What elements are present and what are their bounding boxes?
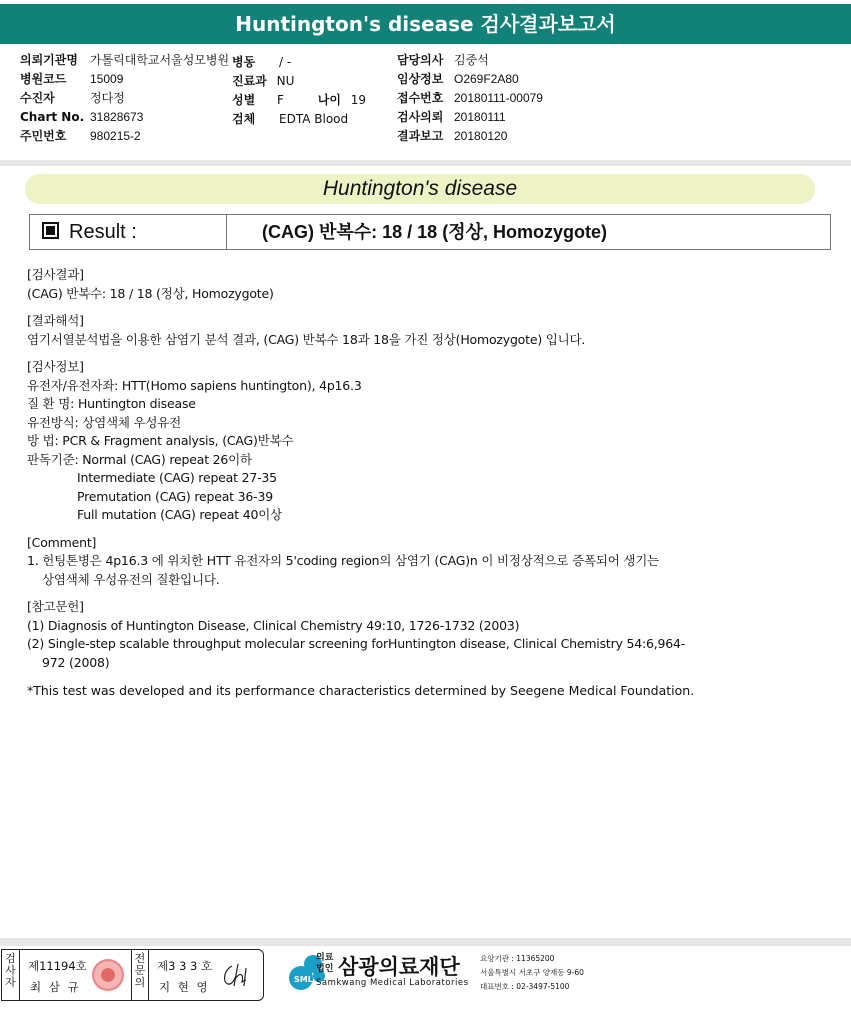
info-left [20, 51, 229, 146]
info-label: 의뢰기관명 [20, 53, 78, 67]
specimen-label: 검체 [232, 112, 256, 126]
sml-logo-text: SML [294, 975, 313, 984]
section-heading: [검사결과] [27, 267, 84, 282]
signature-box [1, 949, 264, 1001]
report-title: Huntington's disease [25, 174, 815, 204]
criteria-line: Intermediate (CAG) repeat 27-35 [77, 470, 277, 485]
dept-label: 진료과 [232, 74, 267, 88]
info-label: 주민번호 [20, 129, 67, 143]
sex-label: 성별 [232, 93, 256, 107]
report-body [27, 266, 685, 672]
sex-row [232, 91, 366, 108]
section-heading: [검사정보] [27, 359, 84, 374]
ward-row [232, 53, 291, 70]
specimen-row [232, 110, 348, 127]
examiner-label: 검 사 자 [2, 950, 20, 1000]
seal-stamp-icon [92, 959, 124, 991]
comment-line: 1. 헌팅톤병은 4p16.3 에 위치한 HTT 유전자의 5'coding region의 삼염기 (CAG)n 이 비정상적으로 증폭되어 생기는 [27, 553, 659, 568]
ward-value: / - [279, 55, 292, 69]
org-prefix: 의료법인 [316, 953, 334, 974]
section-heading: [Comment] [27, 534, 97, 550]
ward-label: 병동 [232, 55, 256, 69]
info-value: 20180120 [454, 129, 508, 143]
org-code: 요양기관 : 11365200 [480, 954, 555, 963]
specialist-name: 지 현 영 [159, 980, 210, 994]
info-line: 유전자/유전자좌: HTT(Homo sapiens huntington), 4p16.3 [27, 377, 362, 393]
result-label: Result : [69, 221, 137, 243]
examiner-name: 최 삼 규 [30, 980, 81, 994]
org-english-name: Samkwang Medical Laboratories [316, 978, 469, 988]
org-name: 삼광의료재단 [338, 955, 460, 979]
info-line: 유전방식: 상염색체 우성유전 [27, 414, 182, 430]
reference-line: (2) Single-step scalable throughput molecular screening forHuntington disease, Clinical Chemistry 54:6,964- [27, 636, 686, 651]
info-line: 판독기준: Normal (CAG) repeat 26이하 [27, 451, 252, 467]
info-label: 결과보고 [397, 129, 444, 143]
reference-line: 972 (2008) [42, 654, 110, 670]
criteria-line: Full mutation (CAG) repeat 40이상 [77, 507, 282, 522]
section-heading: [결과해석] [27, 313, 84, 328]
comment-line: 상염색체 우성유전의 질환입니다. [42, 571, 220, 587]
info-label: 담당의사 [397, 53, 444, 67]
info-label: 병원코드 [20, 72, 67, 86]
section-heading: [참고문헌] [27, 599, 84, 614]
info-value: 20180111-00079 [454, 91, 543, 105]
dept-value: NU [276, 74, 295, 88]
result-value: (CAG) 반복수: 18 / 18 (정상, Homozygote) [262, 222, 607, 242]
info-value: 15009 [90, 72, 124, 86]
disclaimer-note: *This test was developed and its performance characteristics determined by Seegene Medical Foundation. [27, 683, 695, 698]
org-phone: 대표번호 : 02-3497-5100 [480, 982, 570, 991]
examiner-license: 제11194호 [28, 959, 87, 973]
specimen-value: EDTA Blood [279, 112, 349, 126]
info-value: 31828673 [90, 110, 144, 124]
criteria-line: Premutation (CAG) repeat 36-39 [77, 488, 273, 504]
info-label: 접수번호 [397, 91, 444, 105]
checkbox-square-icon [42, 222, 59, 239]
info-label: Chart No. [20, 110, 85, 124]
divider [0, 160, 851, 166]
info-label: 임상정보 [397, 72, 444, 86]
reference-line: (1) Diagnosis of Huntington Disease, Clinical Chemistry 49:10, 1726-1732 (2003) [27, 617, 520, 633]
info-value: 가톨릭대학교서울성모병원 [90, 53, 230, 67]
info-value: O269F2A80 [454, 72, 519, 86]
info-line: 방 법: PCR & Fragment analysis, (CAG)반복수 [27, 433, 294, 448]
divider [0, 938, 851, 946]
result-box [29, 214, 831, 250]
report-header: Huntington's disease 검사결과보고서 [0, 4, 851, 44]
age-label: 나이 [317, 93, 341, 107]
interpretation-text: 염기서열분석법을 이용한 삼염기 분석 결과, (CAG) 반복수 18과 18을 가진 정상(Homozygote) 입니다. [27, 331, 586, 347]
info-value: 정다정 [90, 91, 125, 105]
info-right [397, 51, 543, 146]
specialist-license: 제3 3 3 호 [157, 959, 213, 973]
result-text: (CAG) 반복수: 18 / 18 (정상, Homozygote) [27, 285, 274, 301]
dept-row [232, 72, 294, 89]
signature-icon [220, 960, 256, 990]
info-value: 김중석 [454, 53, 489, 67]
info-value: 980215-2 [90, 129, 141, 143]
sex-value: F [277, 93, 284, 107]
info-label: 검사의뢰 [397, 110, 444, 124]
age-value: 19 [350, 93, 367, 107]
result-label-cell [30, 215, 227, 249]
info-label: 수진자 [20, 91, 55, 105]
org-address: 서울특별시 서초구 양재동 9-60 [480, 968, 584, 977]
info-line: 질 환 명: Huntington disease [27, 396, 196, 411]
specialist-label: 전 문 의 [131, 950, 149, 1000]
info-value: 20180111 [454, 110, 506, 124]
